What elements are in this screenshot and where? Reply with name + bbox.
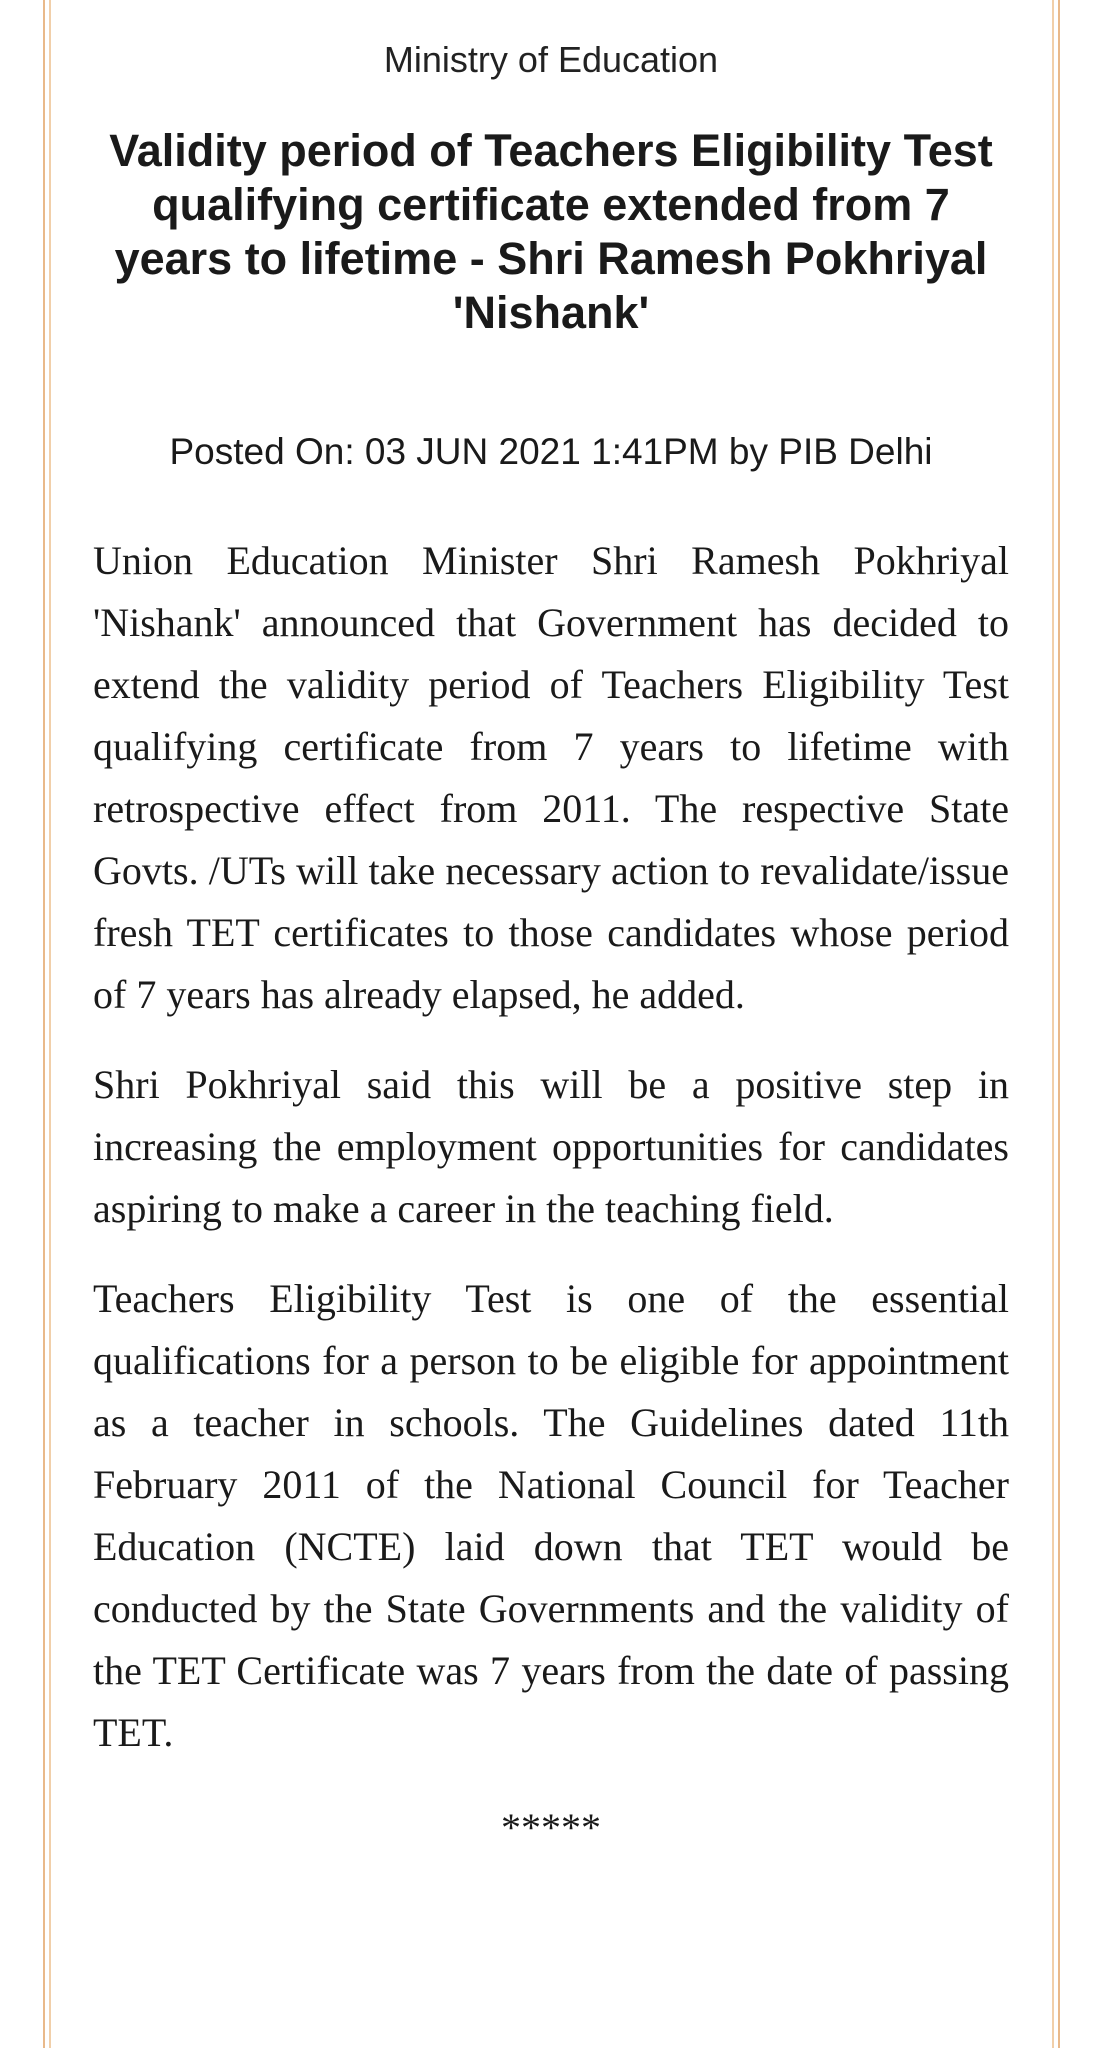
paragraph-3: Teachers Eligibility Test is one of the essential qualifications for a person to be eligible for appointment as a teacher in schools. The Guidelines dated 11th February 2011 of the National Council for Teacher Education (NCTE) laid down that TET would be conducted by the State Governments and the validity of the TET Certificate was 7 years from the date of passing TET. <box>93 1276 1009 1755</box>
paragraph-1: Union Education Minister Shri Ramesh Pokhriyal 'Nishank' announced that Government has decided to extend the validity period of Teachers Eligibility Test qualifying certificate from 7 years to lifetime with retrospective effect from 2011. The respective State Govts. /UTs will take necessary action to revalidate/issue fresh TET certificates to those candidates whose period of 7 years has already elapsed, he added. <box>93 538 1009 1017</box>
page-border-left-inner <box>49 0 51 2048</box>
ministry-name: Ministry of Education <box>383 39 719 80</box>
press-release <box>93 0 1009 1850</box>
page-border-right-inner <box>1052 0 1054 2048</box>
posted-date: Posted On: 03 JUN 2021 1:41PM by PIB Delhi <box>169 431 933 472</box>
page-border-right-outer <box>1058 0 1060 2048</box>
page-border-left-outer <box>43 0 45 2048</box>
paragraph-2: Shri Pokhriyal said this will be a positive step in increasing the employment opportunities for candidates aspiring to make a career in the teaching field. <box>93 1062 1009 1231</box>
page-title: Validity period of Teachers Eligibility Test qualifying certificate extended from 7 years to lifetime - Shri Ramesh Pokhriyal 'Nishank' <box>109 125 993 338</box>
separator: ***** <box>501 1805 601 1850</box>
